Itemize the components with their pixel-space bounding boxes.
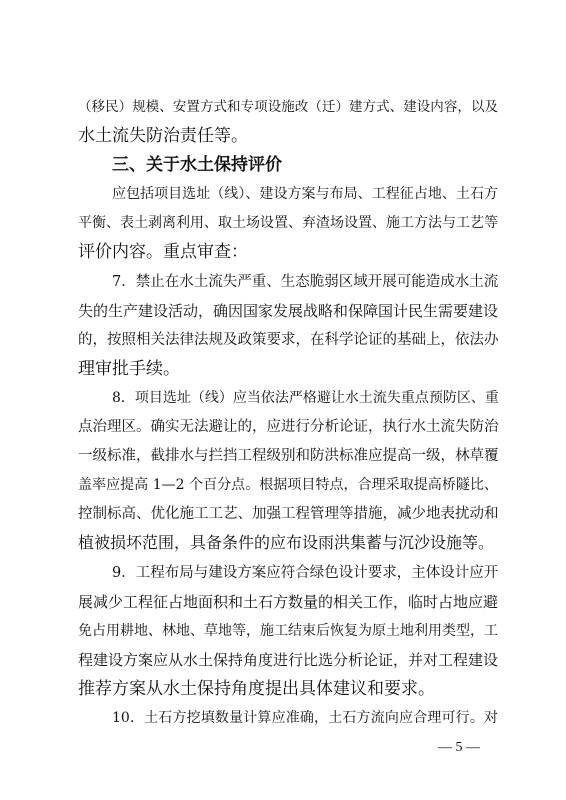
- paragraph-8-line: 点治理区。确实无法避让的，应进行分析论证，执行水土流失防治: [78, 419, 499, 435]
- paragraph-8-line: 一级标准，截排水与拦挡工程级别和防洪标准应提高一级，林草覆: [78, 448, 499, 464]
- paragraph-8-line: 植被损坏范围，具备条件的应布设雨洪集蓄与沉沙设施等。: [78, 533, 495, 552]
- section-heading: 三、关于水土保持评价: [112, 155, 282, 175]
- paragraph-eval-line: 应包括项目选址（线）、建设方案与布局、工程征占地、土石方: [112, 186, 498, 202]
- page-number: — 5 —: [438, 740, 480, 755]
- paragraph-eval-line: 评价内容。重点审查：: [78, 242, 248, 262]
- paragraph-10-line: 10．土石方挖填数量计算应准确，土石方流向应合理可行。对: [112, 710, 498, 726]
- paragraph-7-line: 失的生产建设活动，确因国家发展战略和保障国计民生需要建设: [78, 302, 499, 320]
- paragraph-9-line: 免占用耕地、林地、草地等，施工结束后恢复为原土地利用类型，工: [78, 623, 498, 639]
- paragraph-7-line: 理审批手续。: [78, 359, 180, 379]
- paragraph-8-line: 控制标高、优化施工工艺、加强工程管理等措施，减少地表扰动和: [78, 506, 499, 522]
- paragraph-9-line: 9．工程布局与建设方案应符合绿色设计要求，主体设计应开: [112, 565, 499, 581]
- paragraph-eval-line: 平衡、表土剥离利用、取土场设置、弃渣场设置、施工方法与工艺等: [78, 215, 498, 231]
- paragraph-7-line: 7．禁止在水土流失严重、生态脆弱区域开展可能造成水土流: [112, 274, 499, 290]
- paragraph-intro-line: 水土流失防治责任等。: [78, 126, 248, 146]
- paragraph-9-line: 推荐方案从水土保持角度提出具体建议和要求。: [78, 679, 435, 699]
- paragraph-7-line: 的，按照相关法律法规及政策要求，在科学论证的基础上，依法办: [78, 332, 499, 348]
- paragraph-9-line: 展减少工程征占地面积和土石方数量的相关工作，临时占地应避: [78, 593, 499, 611]
- paragraph-8-line: 盖率应提高 1—2 个百分点。根据项目特点，合理采取提高桥隧比、: [78, 477, 498, 493]
- paragraph-intro-line: （移民）规模、安置方式和专项设施改（迁）建方式、建设内容，以及: [78, 99, 498, 115]
- paragraph-8-line: 8．项目选址（线）应当依法严格避让水土流失重点预防区、重: [112, 390, 499, 406]
- paragraph-9-line: 程建设方案应从水土保持角度进行比选分析论证，并对工程建设: [78, 651, 499, 669]
